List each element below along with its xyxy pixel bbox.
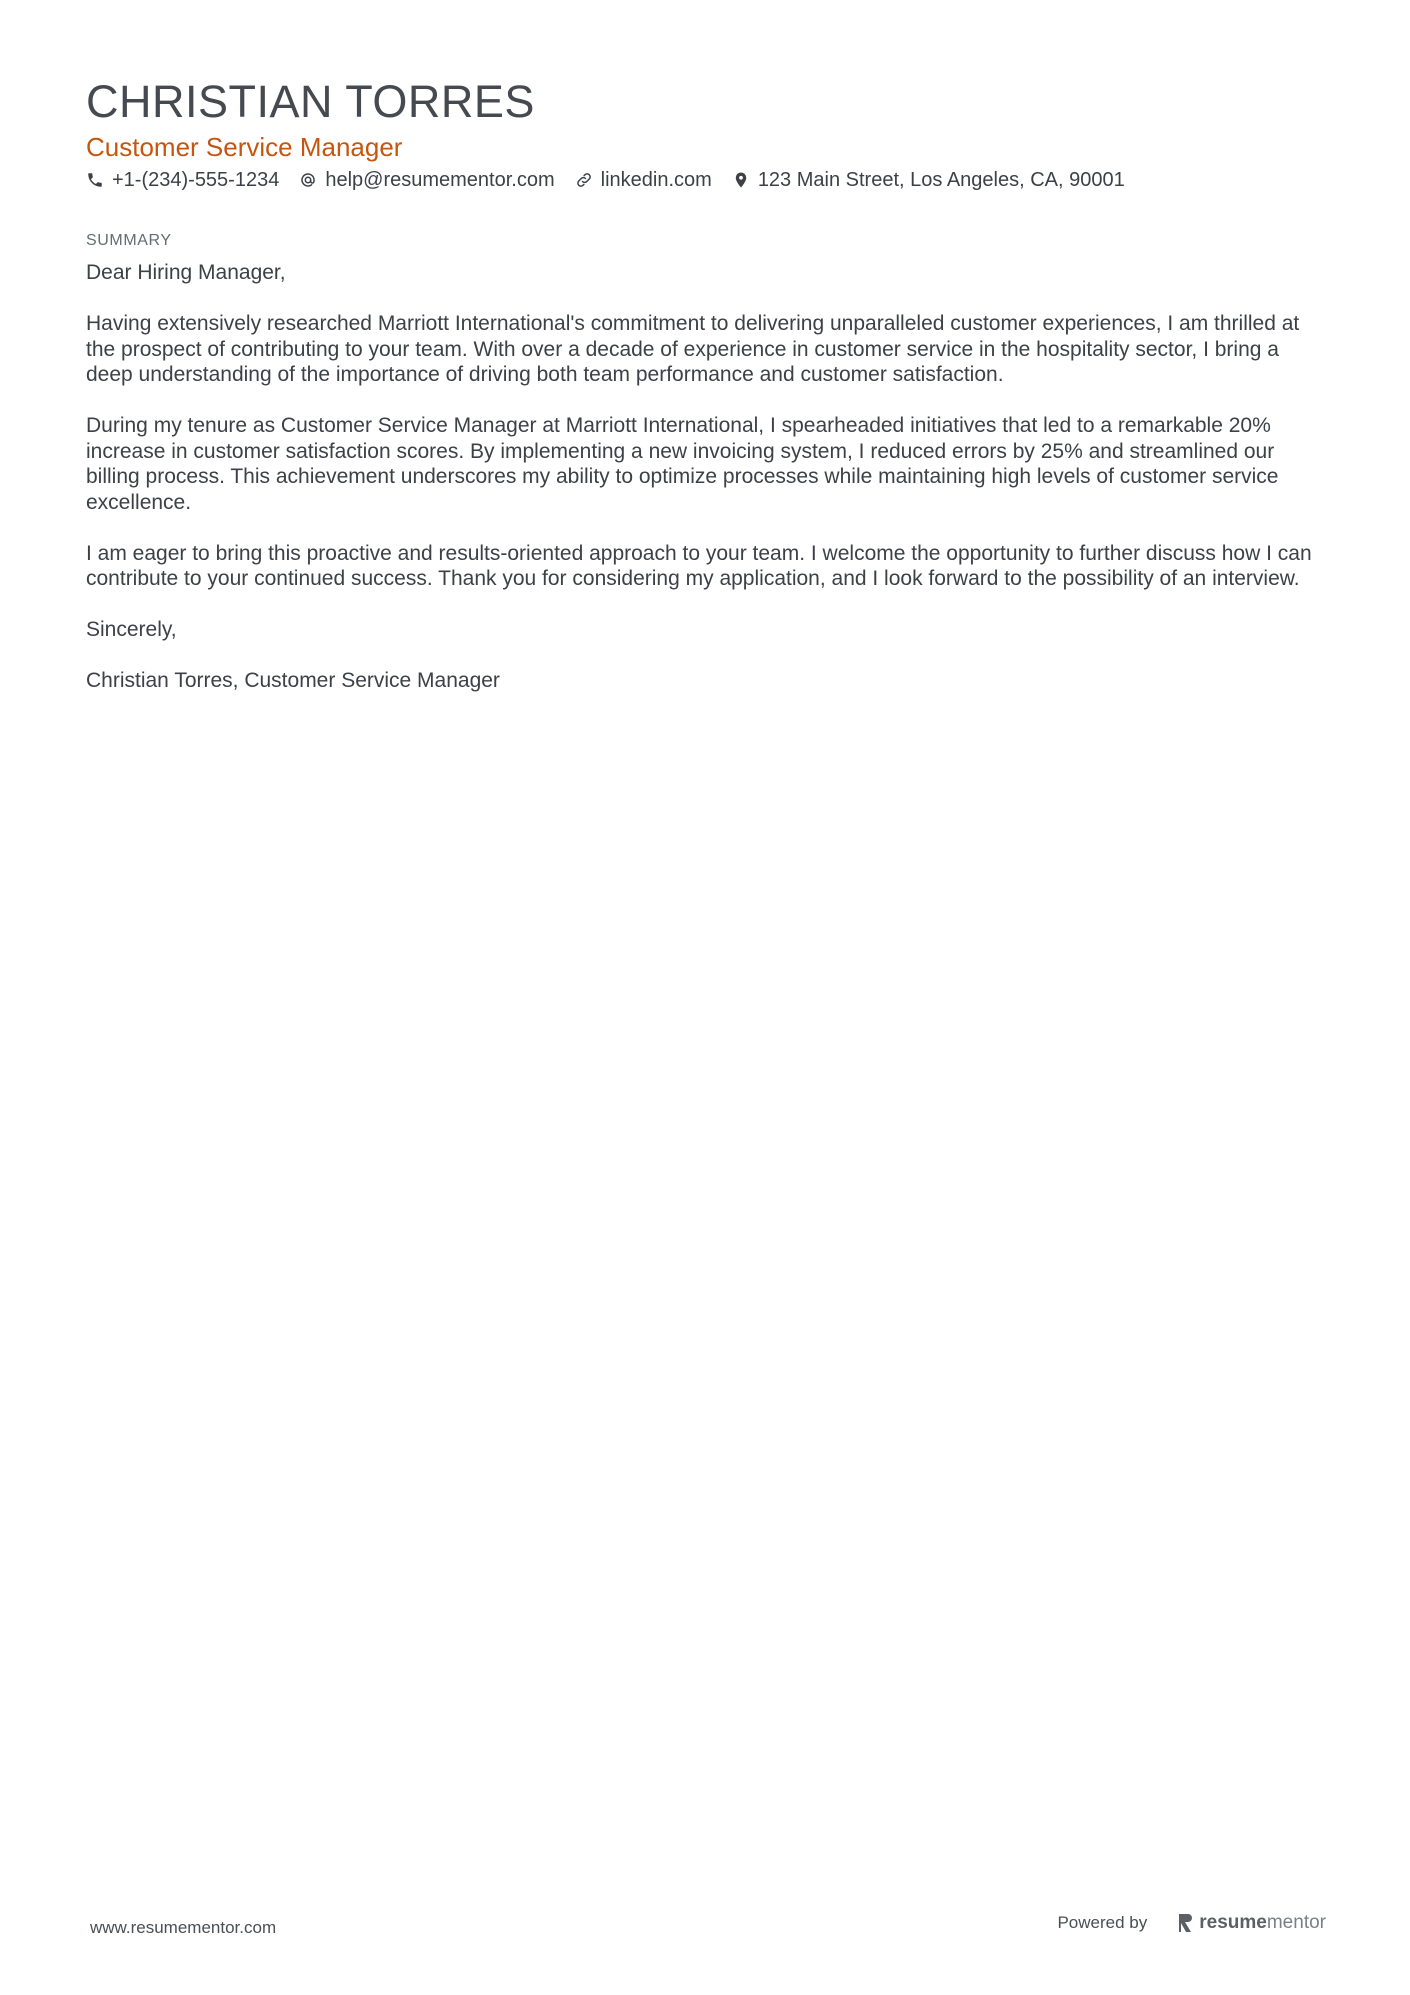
phone-text[interactable]: +1-(234)-555-1234 — [112, 169, 280, 191]
cover-letter-body — [86, 260, 1331, 694]
paragraph-1: Having extensively researched Marriott International's commitment to delivering unparalleled customer experiences, I am thrilled at the prospect of contributing to your team. With over a decade of experience in customer service in the hospitality sector, I bring a deep understanding of the importance of driving both team performance and customer satisfaction. — [86, 312, 1300, 386]
address-text: 123 Main Street, Los Angeles, CA, 90001 — [757, 169, 1125, 191]
contact-linkedin — [575, 166, 712, 194]
paragraph-2: During my tenure as Customer Service Manager at Marriott International, I spearheaded initiatives that led to a remarkable 20% increase in customer satisfaction scores. By implementing a new invoicing system, I reduced errors by 25% and streamlined our billing process. This achievement underscores my ability to optimize processes while maintaining high levels of customer service excellence. — [86, 414, 1279, 514]
contact-phone — [86, 166, 279, 194]
paragraph-3: I am eager to bring this proactive and results-oriented approach to your team. I welcome the opportunity to further discuss how I can contribute to your continued success. Thank you for considering my application, and I look forward to the possibility of an interview. — [86, 541, 1312, 590]
contact-email — [299, 166, 554, 194]
resume-page — [86, 74, 1326, 719]
closing: Sincerely, — [86, 618, 177, 641]
summary-heading: SUMMARY — [86, 232, 172, 249]
signature: Christian Torres, Customer Service Manager — [86, 669, 500, 692]
contact-address — [732, 166, 1125, 194]
powered-by-label: Powered by — [1057, 1913, 1148, 1932]
link-icon — [575, 171, 593, 189]
brand-light: mentor — [1266, 1912, 1326, 1933]
email-text[interactable]: help@resumementor.com — [325, 169, 555, 191]
phone-icon — [86, 171, 104, 189]
linkedin-text[interactable]: linkedin.com — [600, 169, 712, 191]
candidate-name: CHRISTIAN TORRES — [86, 76, 535, 127]
candidate-role: Customer Service Manager — [86, 132, 403, 162]
resumementor-logo-icon — [1177, 1913, 1193, 1933]
location-pin-icon — [732, 171, 750, 189]
greeting: Dear Hiring Manager, — [86, 261, 286, 284]
footer-branding — [1057, 1912, 1326, 1934]
contact-bar — [86, 166, 1326, 194]
brand-bold: resume — [1199, 1912, 1267, 1933]
brand-logo[interactable] — [1177, 1912, 1326, 1934]
at-icon — [299, 171, 317, 189]
footer-website[interactable]: www.resumementor.com — [90, 1918, 277, 1937]
